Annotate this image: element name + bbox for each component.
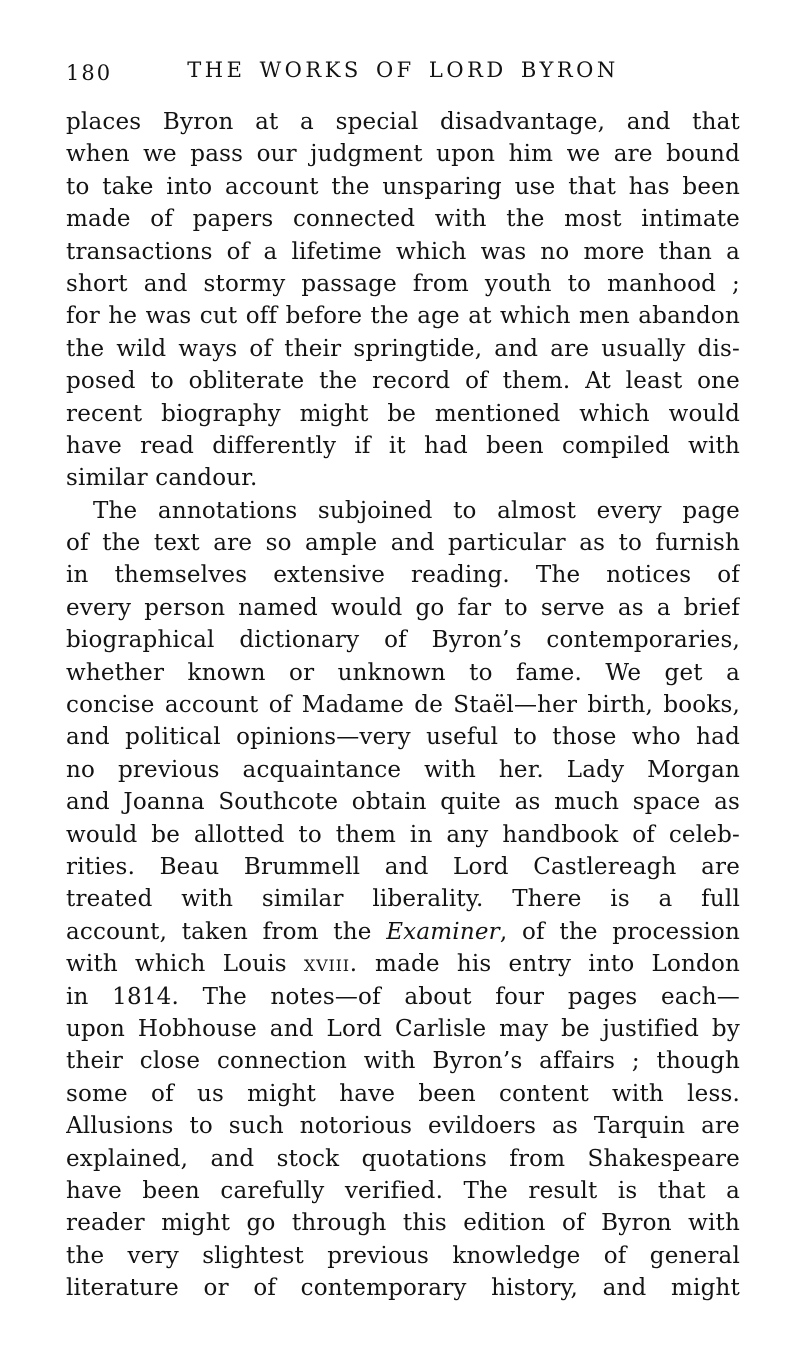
text-line: [66, 819, 740, 851]
text-segment: in themselves extensive reading. The notices of: [66, 562, 740, 589]
text-line: [66, 1175, 740, 1207]
text-segment: made of papers connected with the most intimate: [66, 206, 740, 233]
text-segment: posed to obliterate the record of them. At least one: [66, 368, 740, 395]
text-segment: treated with similar liberality. There is a full: [66, 886, 740, 913]
text-line: [66, 1240, 740, 1272]
text-line: [66, 138, 740, 170]
text-segment: biographical dictionary of Byron’s contemporaries,: [66, 627, 740, 654]
text-line: [66, 495, 740, 527]
text-line: [66, 203, 740, 235]
text-segment: to take into account the unsparing use that has been: [66, 173, 740, 200]
text-segment: places Byron at a special disadvantage, and that: [66, 109, 740, 135]
text-line: [66, 657, 740, 689]
text-segment: recent biography might be mentioned which would: [66, 400, 740, 427]
text-segment: similar candour.: [66, 465, 258, 492]
text-line: [66, 106, 740, 138]
text-line: [66, 916, 740, 948]
text-line: [66, 981, 740, 1013]
text-line: [66, 236, 740, 268]
text-segment: and Joanna Southcote obtain quite as much space as: [66, 789, 740, 816]
text-line: [66, 1143, 740, 1175]
text-segment: when we pass our judgment upon him we are bound: [66, 141, 740, 168]
text-line: [66, 1013, 740, 1045]
text-line: [66, 786, 740, 818]
text-segment: have been carefully verified. The result is that a: [66, 1177, 740, 1204]
text-segment: in 1814. The notes—of about four pages each—: [66, 983, 740, 1010]
text-segment: and political opinions—very useful to those who had: [66, 724, 740, 751]
text-line: [66, 1110, 740, 1142]
text-line: [66, 883, 740, 915]
text-line: [66, 624, 740, 656]
text-line: [66, 1045, 740, 1077]
text-segment: explained, and stock quotations from Shakespeare: [66, 1145, 740, 1172]
text-segment: would be allotted to them in any handbook of celeb-: [66, 821, 740, 848]
smallcaps-text: xviii.: [303, 951, 358, 978]
text-line: [66, 1078, 740, 1110]
text-line: [66, 559, 740, 591]
text-segment: rities. Beau Brummell and Lord Castlereagh are: [66, 853, 740, 880]
text-segment: of the text are so ample and particular as to furnish: [66, 530, 740, 557]
text-segment: account, taken from the: [66, 918, 387, 945]
text-line: [66, 851, 740, 883]
text-segment: upon Hobhouse and Lord Carlisle may be justified by: [66, 1015, 740, 1042]
running-title: THE WORKS OF LORD BYRON: [187, 58, 619, 82]
text-segment: some of us might have been content with less.: [66, 1080, 740, 1107]
text-segment: Allusions to such notorious evildoers as Tarquin are: [66, 1113, 740, 1140]
italic-text: Examiner: [386, 918, 500, 945]
text-segment: short and stormy passage from youth to manhood ;: [66, 270, 740, 297]
text-line: [66, 365, 740, 397]
text-line: [66, 754, 740, 786]
text-segment: for he was cut off before the age at which men abandon: [66, 303, 740, 330]
text-segment: made his entry into London: [357, 951, 740, 978]
text-segment: literature or of contemporary history, and might: [66, 1275, 740, 1302]
text-line: [66, 1272, 740, 1304]
text-segment: , of the procession: [499, 918, 740, 945]
text-line: [66, 689, 740, 721]
text-segment: whether known or unknown to fame. We get a: [66, 659, 740, 686]
text-line: [66, 592, 740, 624]
text-segment: transactions of a lifetime which was no more than a: [66, 238, 740, 265]
text-segment: concise account of Madame de Staël—her birth, books,: [66, 692, 740, 719]
text-line: [66, 948, 740, 980]
text-line: [66, 398, 740, 430]
text-segment: their close connection with Byron’s affairs ; though: [66, 1048, 740, 1075]
text-segment: the wild ways of their springtide, and are usually dis-: [66, 335, 740, 362]
text-block: [66, 106, 740, 1304]
text-segment: no previous acquaintance with her. Lady Morgan: [66, 756, 740, 783]
text-line: [66, 430, 740, 462]
text-segment: every person named would go far to serve as a brief: [66, 594, 740, 621]
text-segment: the very slightest previous knowledge of general: [66, 1242, 740, 1269]
page-header: [66, 58, 740, 88]
page-number: 180: [66, 61, 113, 85]
text-line: [66, 462, 740, 494]
text-segment: with which Louis: [66, 951, 304, 978]
text-segment: reader might go through this edition of Byron with: [66, 1210, 740, 1237]
text-line: [66, 527, 740, 559]
text-line: [66, 171, 740, 203]
text-segment: The annotations subjoined to almost every page: [93, 497, 740, 524]
text-line: [66, 1207, 740, 1239]
text-line: [66, 721, 740, 753]
text-line: [66, 268, 740, 300]
text-line: [66, 300, 740, 332]
text-line: [66, 333, 740, 365]
text-segment: have read differently if it had been compiled with: [66, 432, 740, 459]
